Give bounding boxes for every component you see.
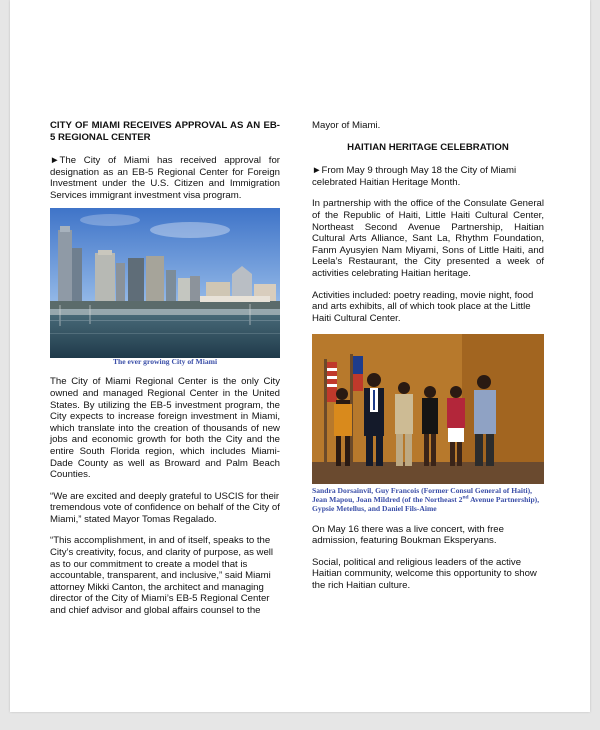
partnership-paragraph: In partnership with the office of the Consulate General of the Republic of Haiti, Little Haiti Cultural Center, Northeast Second Avenue Partnership, Haitian Cultural Arts Alliance, Sant La, Rhythm Foundation, Fanm Ayusyien Nam Miyami, Sons of Little Haiti, and Leela’s Restaurant, the City presented a week of activities celebrating Haitian heritage. bbox=[312, 198, 544, 279]
eb5-intro-paragraph: ►The City of Miami has received approval for designation as an EB-5 Regional Center for Foreign Investment under the U.S. Citizen and Immigration Services immigrant investment visa program. bbox=[50, 155, 280, 201]
haitian-heritage-heading: HAITIAN HERITAGE CELEBRATION bbox=[347, 141, 509, 153]
left-column bbox=[50, 120, 280, 627]
newsletter-page bbox=[10, 0, 590, 712]
heritage-intro-paragraph: ►From May 9 through May 18 the City of Miami celebrated Haitian Heritage Month. bbox=[312, 165, 517, 188]
group-photo-caption bbox=[312, 487, 544, 513]
group-photo-figure bbox=[312, 334, 544, 513]
caption-part-b: Avenue Partnership), Gypsie Metellus, and Daniel Fils-Aime bbox=[312, 495, 540, 513]
skyline-caption: The ever growing City of Miami bbox=[112, 356, 218, 366]
concert-paragraph: On May 16 there was a live concert, with free admission, featuring Boukman Eksperyans. bbox=[312, 523, 504, 547]
caption-superscript: nd bbox=[462, 494, 469, 501]
right-column bbox=[312, 120, 544, 602]
eb5-article-heading: CITY OF MIAMI RECEIVES APPROVAL AS AN EB-5 REGIONAL CENTER bbox=[50, 120, 280, 143]
canton-quote-paragraph: “This accomplishment, in and of itself, speaks to the City’s creativity, focus, and clarity of purpose, as well as to our commitment to create a model that is accountable, transparent, and inclusive,” said Miami attorney Mikki Canton, the architect and managing director of the City of Miami’s EB-5 Regional Center and chief advisor and global affairs counsel to the bbox=[50, 535, 274, 617]
regional-center-paragraph: The City of Miami Regional Center is the only City owned and managed Regional Center in the United States. By utilizing the EB-5 investment program, the City expects to increase foreign investment in Miami, which translate into the creation of thousands of new jobs and economic growth for both the City and the entire South Florida region, which includes Miami-Dade County as well as Broward and Palm Beach Counties. bbox=[50, 376, 280, 481]
mayor-quote-paragraph: “We are excited and deeply grateful to USCIS for their tremendous vote of confidence on behalf of the City of Miami,” stated Mayor Tomas Regalado. bbox=[50, 490, 280, 525]
community-paragraph: Social, political and religious leaders of the active Haitian community, welcome this opportunity to show the rich Haitian culture. bbox=[312, 556, 537, 592]
activities-paragraph: Activities included: poetry reading, movie night, food and arts exhibits, all of which took place at the Little Haiti Cultural Center. bbox=[312, 289, 534, 324]
continued-text: Mayor of Miami. bbox=[312, 120, 381, 131]
caption-part-a: Sandra Dorsainvil, Guy Francois (Former Consul General of Haiti), Jean Mapou, Joan Mildred (of the Northeast 2 bbox=[312, 486, 533, 505]
skyline-figure bbox=[50, 208, 280, 367]
group-photo bbox=[312, 334, 544, 484]
miami-skyline-photo bbox=[50, 208, 280, 358]
